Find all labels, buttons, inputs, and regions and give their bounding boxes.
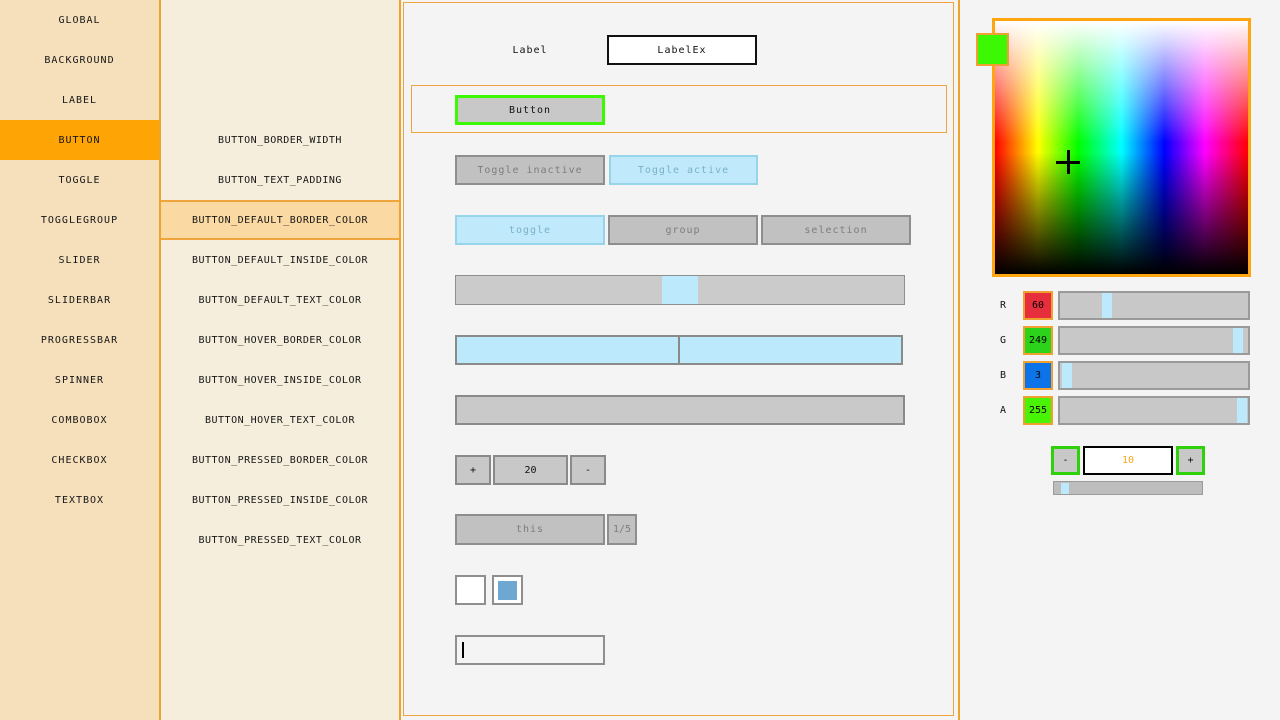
preview-toggle-inactive[interactable]: Toggle inactive xyxy=(455,155,605,185)
preview-textbox[interactable] xyxy=(455,635,605,665)
preview-progressbar xyxy=(455,395,905,425)
channel-label-g: G xyxy=(999,335,1007,346)
preview-button[interactable]: Button xyxy=(455,95,605,125)
preview-slider[interactable] xyxy=(455,275,905,305)
sidebar-item-textbox[interactable]: TEXTBOX xyxy=(54,494,105,506)
channel-label-b: B xyxy=(999,370,1007,381)
channel-value-badge-a: 255 xyxy=(1023,396,1053,425)
channel-value-badge-g: 249 xyxy=(1023,326,1053,355)
preview-checkbox-checked[interactable] xyxy=(492,575,523,605)
color-picker-crosshair[interactable] xyxy=(1056,150,1080,174)
property-button-hover-text-color[interactable]: BUTTON_HOVER_TEXT_COLOR xyxy=(205,414,355,426)
slider-handle[interactable] xyxy=(662,276,698,304)
sliderbar-segment-right[interactable] xyxy=(678,335,903,365)
property-button-border-width[interactable]: BUTTON_BORDER_WIDTH xyxy=(218,134,342,146)
channel-row-green xyxy=(992,326,1252,355)
channel-row-alpha xyxy=(992,396,1252,425)
text-cursor xyxy=(462,642,464,658)
preview-toggle-active[interactable]: Toggle active xyxy=(609,155,758,185)
sliderbar-segment-left[interactable] xyxy=(455,335,680,365)
picker-step-handle[interactable] xyxy=(1061,483,1069,494)
panel-divider xyxy=(958,0,960,720)
current-color-swatch xyxy=(976,33,1009,66)
sidebar-item-toggle[interactable]: TOGGLE xyxy=(58,174,101,186)
sidebar-item-spinner[interactable]: SPINNER xyxy=(54,374,105,386)
preview-spinner-minus-button[interactable]: - xyxy=(570,455,606,485)
channel-slider-r[interactable] xyxy=(1058,291,1250,320)
picker-step-sliderbar[interactable] xyxy=(1053,481,1203,495)
preview-spinner-value: 20 xyxy=(493,455,568,485)
sidebar-item-slider[interactable]: SLIDER xyxy=(58,254,101,266)
preview-combobox[interactable]: this xyxy=(455,514,605,545)
property-button-pressed-inside-color[interactable]: BUTTON_PRESSED_INSIDE_COLOR xyxy=(191,494,369,506)
property-button-hover-border-color[interactable]: BUTTON_HOVER_BORDER_COLOR xyxy=(198,334,362,346)
property-button-text-padding[interactable]: BUTTON_TEXT_PADDING xyxy=(218,174,342,186)
picker-spinner-plus-button[interactable]: + xyxy=(1176,446,1205,475)
property-button-default-border-color[interactable]: BUTTON_DEFAULT_BORDER_COLOR xyxy=(161,200,399,240)
property-button-pressed-border-color[interactable]: BUTTON_PRESSED_BORDER_COLOR xyxy=(191,454,369,466)
preview-checkbox-unchecked[interactable] xyxy=(455,575,486,605)
crosshair-vertical xyxy=(1067,150,1070,174)
property-button-default-text-color[interactable]: BUTTON_DEFAULT_TEXT_COLOR xyxy=(198,294,362,306)
preview-spinner-plus-button[interactable]: + xyxy=(455,455,491,485)
sidebar-item-checkbox[interactable]: CHECKBOX xyxy=(51,454,108,466)
property-list xyxy=(161,0,401,720)
sidebar-item-background[interactable]: BACKGROUND xyxy=(44,54,115,66)
preview-combobox-page: 1/5 xyxy=(607,514,637,545)
channel-slider-handle-a[interactable] xyxy=(1237,398,1247,423)
channel-row-blue xyxy=(992,361,1252,390)
channel-slider-g[interactable] xyxy=(1058,326,1250,355)
preview-sliderbar[interactable] xyxy=(455,335,905,365)
sidebar-item-button[interactable]: BUTTON xyxy=(0,120,159,160)
channel-slider-a[interactable] xyxy=(1058,396,1250,425)
preview-label-value-box: LabelEx xyxy=(607,35,757,65)
channel-value-badge-r: 60 xyxy=(1023,291,1053,320)
sidebar-item-togglegroup[interactable]: TOGGLEGROUP xyxy=(40,214,119,226)
property-button-default-inside-color[interactable]: BUTTON_DEFAULT_INSIDE_COLOR xyxy=(191,254,369,266)
color-gradient-picker[interactable] xyxy=(992,18,1251,277)
preview-togglegroup-group[interactable]: group xyxy=(608,215,758,245)
picker-spinner-minus-button[interactable]: - xyxy=(1051,446,1080,475)
sidebar-item-global[interactable]: GLOBAL xyxy=(58,14,101,26)
channel-label-a: A xyxy=(999,405,1007,416)
sidebar-item-sliderbar[interactable]: SLIDERBAR xyxy=(47,294,112,306)
property-button-pressed-text-color[interactable]: BUTTON_PRESSED_TEXT_COLOR xyxy=(198,534,362,546)
picker-spinner-value[interactable]: 10 xyxy=(1083,446,1173,475)
sidebar-item-combobox[interactable]: COMBOBOX xyxy=(51,414,108,426)
property-button-hover-inside-color[interactable]: BUTTON_HOVER_INSIDE_COLOR xyxy=(198,374,362,386)
channel-slider-handle-b[interactable] xyxy=(1062,363,1072,388)
channel-slider-handle-g[interactable] xyxy=(1233,328,1243,353)
preview-label-caption: Label xyxy=(512,44,548,56)
checkbox-checkmark xyxy=(498,581,517,600)
channel-label-r: R xyxy=(999,300,1007,311)
channel-slider-b[interactable] xyxy=(1058,361,1250,390)
channel-row-red xyxy=(992,291,1252,320)
preview-togglegroup-toggle[interactable]: toggle xyxy=(455,215,605,245)
sidebar-item-label[interactable]: LABEL xyxy=(61,94,98,106)
preview-togglegroup-selection[interactable]: selection xyxy=(761,215,911,245)
category-sidebar xyxy=(0,0,161,720)
sidebar-item-progressbar[interactable]: PROGRESSBAR xyxy=(40,334,119,346)
channel-value-badge-b: 3 xyxy=(1023,361,1053,390)
channel-slider-handle-r[interactable] xyxy=(1102,293,1112,318)
